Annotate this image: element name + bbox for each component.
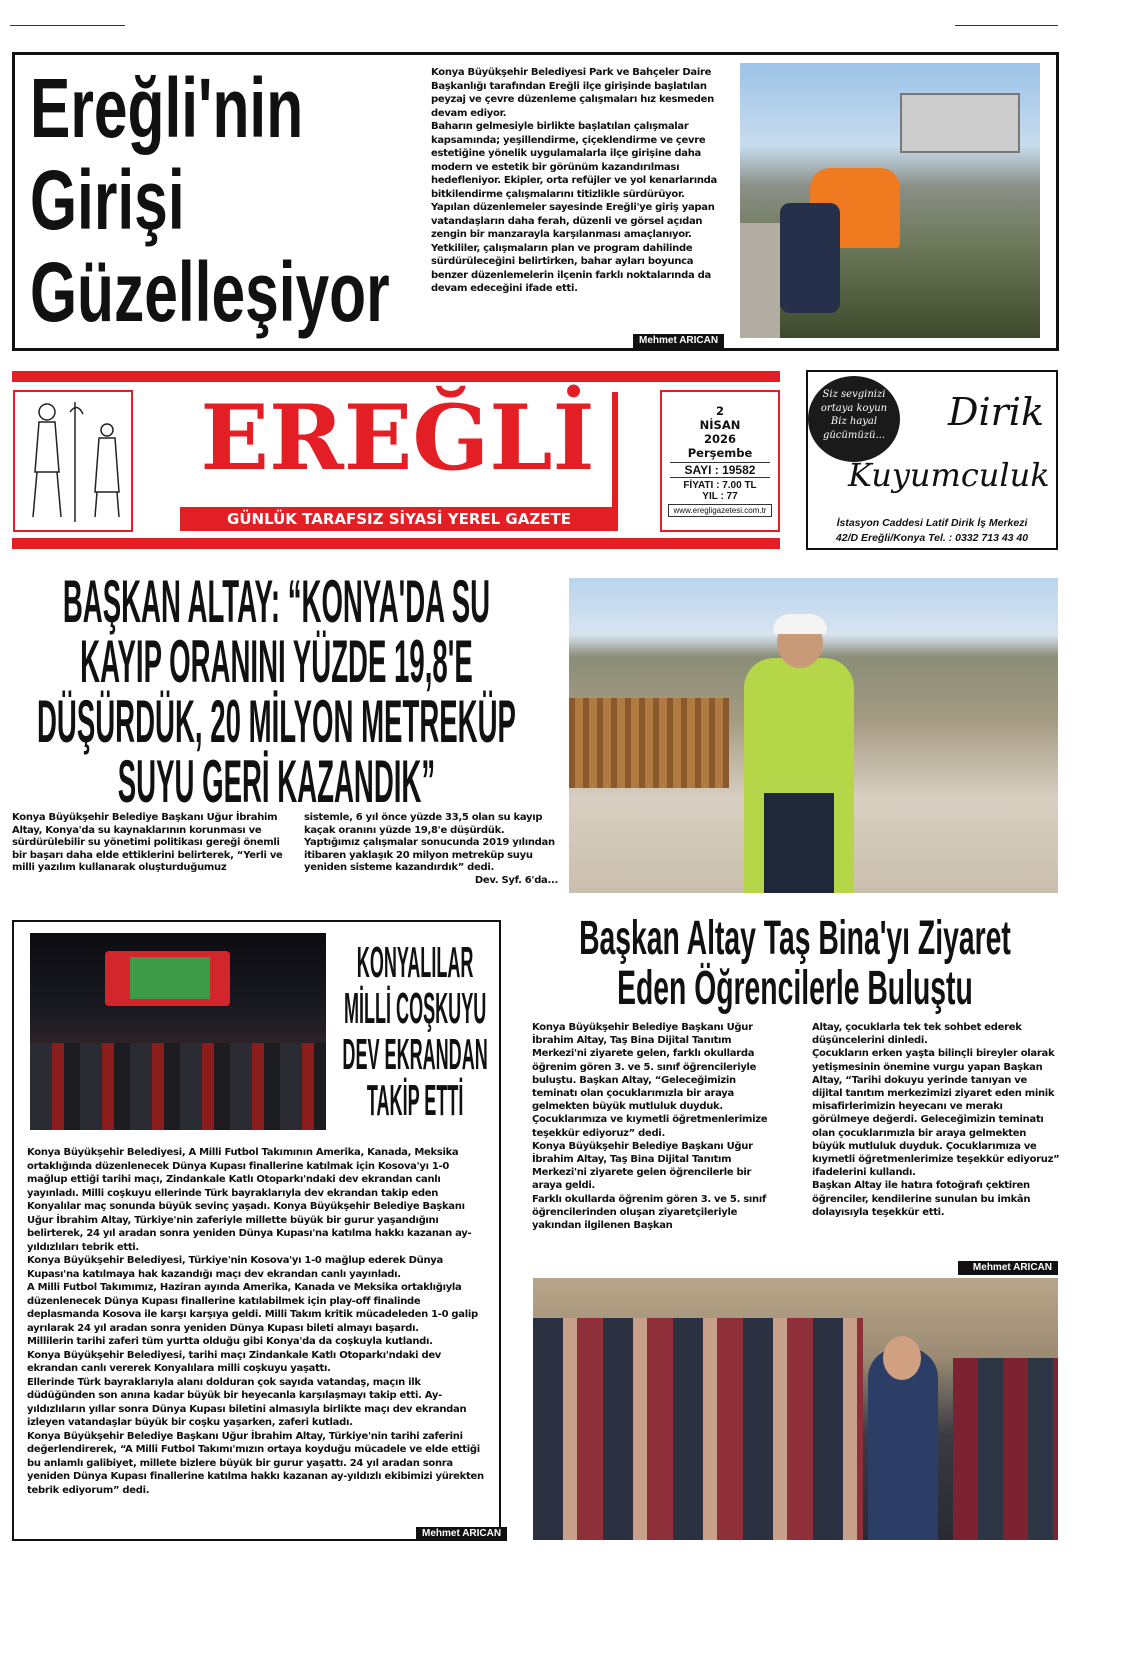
issue-volume: YIL : 77 (702, 491, 738, 502)
headline-line: Güzelleşiyor (30, 245, 390, 339)
ad-slogan-line: Siz sevginizi (822, 389, 886, 400)
headline-line: Başkan Altay Taş Bina'yı Ziyaret (579, 912, 1011, 965)
story2-photo-mayor-site (569, 578, 1058, 893)
issue-month: NİSAN (699, 418, 741, 432)
top-rule-left (10, 25, 125, 26)
masthead-tagline (180, 507, 618, 531)
story4-headline[interactable] (525, 914, 1065, 1014)
paragraph: A Milli Futbol Takımımız, Haziran ayında Amerika, Kanada ve Meksika ortaklığıyla düzenlenecek Dünya Kupası finallerine katılabilmek için play-off finalinde deplasmanda Kosova ile karşı karşıya geldi. Milli Takım kritik mücadeleden 1-0 galip ayrılarak 24 yıl aradan sonra yeniden Dünya Kupası bileti almayı başardı. (27, 1282, 478, 1334)
paragraph: Baharın gelmesiyle birlikte başlatılan çalışmalar kapsamında; yeşillendirme, çiçeklendirme ve çevre estetiğine yönelik uygulamalarla ilçe girişine daha modern ve estetik bir görünüm kazandırılması hedefleniyor. Ekipler, orta refüjler ve yol kenarlarında bitkilendirme çalışmalarını titizlikle sürdürüyor. (431, 121, 717, 200)
website-link[interactable]: www.eregligazetesi.com.tr (668, 504, 772, 517)
story3-photo-giant-screen (30, 933, 326, 1130)
story1-headline[interactable] (30, 62, 419, 338)
continued-link[interactable]: Dev. Syf. 6'da... (474, 874, 558, 886)
headline-line: BAŞKAN ALTAY: “KONYA'DA SU (62, 568, 491, 635)
story4-col1 (532, 1021, 780, 1232)
paragraph: Konya Büyükşehir Belediyesi, A Milli Futbol Takımının Amerika, Kanada, Meksika ortaklığında düzenlenecek Dünya Kupası finallerine katılmak için Kosova'yı 1-0 mağlup ettiği tarihi maçı, Zindankale Katlı Otoparkı'ndaki dev ekrandan canlı yayınladı. Milli coşkuyu ellerinde Türk bayraklarıyla dev ekrandan takip eden Konyalılar maç sonunda büyük sevinç yaşadı. Konya Büyükşehir Belediye Başkanı Uğur İbrahim Altay, Türkiye'nin zaferiyle millette büyük bir gurur yaşandığını belirterek, 24 yıl aradan sonra yeniden Dünya Kupası'na katılma hakkı kazanan ay-yıldızlıları tebrik etti. (27, 1147, 472, 1253)
story2-col2 (304, 812, 558, 888)
ad-slogan-circle (808, 376, 900, 462)
ad-slogan-line: ortaya koyun (820, 402, 888, 414)
headline-line: DEV EKRANDAN (342, 1030, 488, 1079)
story3-body (27, 1146, 491, 1497)
jeweler-ad[interactable] (806, 370, 1058, 550)
ad-slogan-line: gücümüzü... (822, 429, 886, 441)
ad-slogan-line: Biz hayal (830, 416, 878, 427)
story3-byline: Mehmet ARICAN (416, 1527, 507, 1541)
ad-address-line: İstasyon Caddesi Latif Dirik İş Merkezi (836, 517, 1028, 529)
ad-brand-name: Dirik (948, 390, 1044, 434)
headline-line: SUYU GERİ KAZANDIK” (117, 748, 436, 815)
masthead-top-bar (12, 371, 780, 382)
story2-headline[interactable] (0, 568, 553, 815)
paragraph: Ellerinde Türk bayraklarıyla alanı dolduran çok sayıda vatandaş, maçın ilk düdüğünden son anına kadar büyük bir heyecanla karşılaşmayı takip etti. Ay-yıldızlıların yıllar sonra Dünya Kupası biletini almasıyla birlikte maçı dev ekrandan izleyen vatandaşlar büyük bir coşku yaşarken, zaferi kutladı. (27, 1376, 467, 1428)
paragraph: Konya Büyükşehir Belediye Başkanı Uğur İbrahim Altay, Türkiye'nin tarihi zaferini değerlendirerek, “A Milli Futbol Takımı'mızın ortaya koyduğu mücadele ve elde ettiği bu anlamlı galibiyet, millete bizlere büyük bir gurur yaşattı. 24 yıl aradan sonra yeniden Dünya Kupası finallerine katılma hakkı kazanan ay-yıldızlı ekibimizi yürekten tebrik ediyorum” dedi. (27, 1430, 484, 1496)
paragraph: Konya Büyükşehir Belediye Başkanı Uğur İbrahim Altay, Taş Bina Dijital Tanıtım Merkezi'ni ziyarete gelen öğrencilerle bir araya geldi. (532, 1140, 753, 1192)
story2-col2-text: sistemle, 6 yıl önce yüzde 33,5 olan su kayıp kaçak oranını yüzde 19,8'e düşürdük. Yaptığımız çalışmalar sonucunda 2019 yılından itibaren yaklaşık 20 milyon metreküp suyu yeniden sisteme kazandırdık” dedi. (304, 812, 555, 874)
paragraph: Millilerin tarihi zaferi tüm yurtta olduğu gibi Konya'da da coşkuyla kutlandı. (27, 1336, 433, 1347)
ad-address (808, 516, 1056, 546)
headline-line: MİLLİ COŞKUYU (343, 984, 487, 1033)
masthead-bottom-bar (12, 538, 780, 549)
story1-photo-roadside-worker (740, 63, 1040, 338)
story1-byline: Mehmet ARICAN (633, 334, 724, 348)
paragraph: Konya Büyükşehir Belediye Başkanı Uğur İbrahim Altay, Taş Bina Dijital Tanıtım Merkezi'ni ziyarete gelen, farklı okullarda öğrenim gören 3. ve 5. sınıf öğrencileriyle buluştu. Başkan Altay, “Geleceğimizin teminatı olan çocuklarımızla bir araya gelmekten büyük mutluluk duyduk. Çocuklarımıza ve kıymetli öğretmenlerimize teşekkür ediyoruz” dedi. (532, 1022, 768, 1139)
issue-price: FİYATI : 7.00 TL (683, 480, 757, 491)
ad-address-line: 42/D Ereğli/Konya Tel. : 0332 713 43 40 (835, 532, 1029, 544)
story4-photo-students (533, 1278, 1058, 1540)
headline-line: Girişi (30, 153, 185, 247)
masthead-title[interactable]: EREĞLİ (200, 385, 595, 491)
masthead-tagline-frame (612, 392, 618, 507)
paragraph: Konya Büyükşehir Belediyesi, tarihi maçı Zindankale Katlı Otoparkı'ndaki dev ekrandan canlı vererek Konyalılara milli coşkuyu yaşattı. (27, 1349, 442, 1374)
issue-weekday: Perşembe (687, 446, 753, 460)
issue-year: 2026 (703, 432, 736, 446)
headline-line: TAKİP ETTİ (366, 1076, 464, 1125)
headline-line: DÜŞÜRDÜK, 20 MİLYON METREKÜP (36, 688, 516, 755)
story4-col2 (812, 1021, 1060, 1219)
headline-line: Eden Öğrencilerle Buluştu (617, 962, 973, 1015)
top-rule-right (955, 25, 1058, 26)
headline-line: Ereğli'nin (30, 61, 304, 155)
story1-body (431, 66, 727, 296)
paragraph: Konya Büyükşehir Belediyesi, Türkiye'nin Kosova'yı 1-0 mağlup ederek Dünya Kupası'na katılmaya hak kazandığı maçı dev ekrandan canlı yayınladı. (27, 1255, 443, 1280)
paragraph: Yetkililer, çalışmaların plan ve program dahilinde sürdürüleceğini belirtirken, bahar ayları boyunca benzer düzenlemelerin ilçenin farklı noktalarında da devam edeceğini ifade etti. (431, 242, 711, 294)
story2-col1: Konya Büyükşehir Belediye Başkanı Uğur İbrahim Altay, Konya'da su kaynaklarının korunması ve sürdürülebilir su yönetimi politikası gereği önemli bir başarı daha elde ettiklerini belirterek, “Yerli ve milli yazılım kullanarak oluşturduğumuz (12, 812, 283, 874)
headline-line: KAYIP ORANINI YÜZDE 19,8'E (80, 628, 473, 695)
paragraph: Altay, çocuklarla tek tek sohbet ederek düşüncelerini dinledi. (812, 1022, 1022, 1047)
date-box (660, 390, 780, 532)
paragraph: Konya Büyükşehir Belediyesi Park ve Bahçeler Daire Başkanlığı tarafından Ereğli ilçe girişinde başlatılan peyzaj ve çevre düzenleme çalışmaları hız kesmeden devam ediyor. (431, 67, 714, 119)
headline-line: KONYALILAR (356, 938, 474, 987)
issue-number: SAYI : 19582 (670, 462, 770, 478)
story3-headline[interactable] (337, 940, 493, 1124)
paragraph: Çocukların erken yaşta bilinçli bireyler olarak yetişmesinin önemine vurgu yapan Başkan Altay, “Tarihi dokuyu yerinde tanıyan ve dijital tanıtım merkezimizi ziyaret eden minik misafirlerimizin heyecanı ve merakı görülmeye değerdi. Geleceğimizin teminatı olan çocuklarımızla bir araya gelmekten büyük mutluluk duyduk. Çocuklarımıza ve kıymetli öğretmenlerimize teşekkür ediyoruz” ifadelerini kullandı. (812, 1048, 1060, 1179)
story4-byline: Mehmet ARICAN (958, 1261, 1058, 1275)
paragraph: Başkan Altay ile hatıra fotoğrafı çektiren öğrenciler, kendilerine sunulan bu imkân dolayısıyla teşekkür etti. (812, 1180, 1031, 1218)
paragraph: Farklı okullarda öğrenim gören 3. ve 5. sınıf öğrencilerinden oluşan ziyaretçileriyle yakından ilgilenen Başkan (532, 1193, 767, 1232)
tagline-text: GÜNLÜK TARAFSIZ SİYASİ YEREL GAZETE (227, 510, 571, 528)
paragraph: Yapılan düzenlemeler sayesinde Ereğli'ye giriş yapan vatandaşların daha ferah, düzenli ve görsel açıdan zengin bir manzarayla karşılanması amaçlanıyor. (431, 202, 715, 240)
issue-day: 2 (715, 404, 724, 418)
hittite-relief-icon (15, 392, 131, 530)
ad-brand-type: Kuyumculuk (848, 456, 1050, 494)
masthead-illustration (13, 390, 133, 532)
